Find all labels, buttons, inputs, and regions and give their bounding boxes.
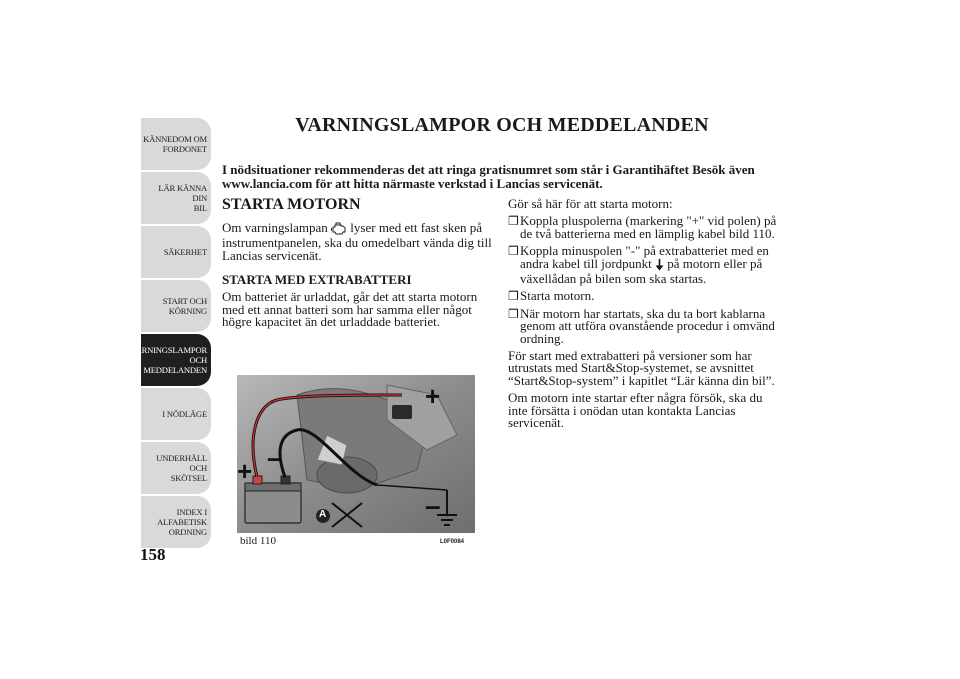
tab-index-i-alfabetisk-ordning[interactable]: INDEX I ALFABETISK ORDNING [141,496,211,548]
step-text: Starta motorn. [520,288,595,304]
tab-lar-kanna-din-bil[interactable]: LÄR KÄNNA DIN BIL [141,172,211,224]
no-start-paragraph: Om motorn inte startar efter några försök, ska du inte försätta i onödan utan kontakta Lancias servicenät. [508,390,763,431]
steps-intro: Gör så här för att starta motorn: [508,196,673,211]
warning-lamp-text-end: lyser med ett fast sken på instrumentpanelen, ska du omedelbart vända dig till Lancias servicenät. [222,220,492,263]
figure-caption: bild 110 [240,535,276,547]
step-text: När motorn har startats, ska du ta bort kablarna genom att utföra ovanstående procedur i omvänd ordning. [520,305,775,346]
tab-start-och-korning[interactable]: START OCH KÖRNING [141,280,211,332]
tab-i-nodlage[interactable]: I NÖDLÄGE [141,388,211,440]
step-text-continued: på motorn eller på växellådan på bilen som ska startas. [520,255,763,287]
steps-list [508,215,780,345]
bullet-box-icon: ❒ [508,244,519,259]
svg-text:–: – [267,442,283,473]
right-column [508,198,780,430]
figure-code: L0F0084 [440,539,465,545]
list-item [508,245,780,285]
bullet-box-icon: ❒ [508,306,519,321]
bullet-box-icon: ❒ [508,214,519,229]
tab-kannedom-om-fordonet[interactable]: KÄNNEDOM OM FORDONET [141,118,211,170]
list-item [508,215,780,240]
tab-sakerhet[interactable]: SÄKERHET [141,226,211,278]
subheading-starta-med-extrabatteri: STARTA MED EXTRABATTERI [222,272,412,288]
tab-varningslampor-och-meddelanden[interactable]: VARNINGSLAMPOR OCH MEDDELANDEN [141,334,211,386]
extrabatteri-paragraph: Om batteriet är urladdat, går det att starta motorn med ett annat batteri som har samma eller något högre kapacitet än det urladdade batteriet. [222,289,478,330]
page-title: VARNINGSLAMPOR OCH MEDDELANDEN [295,114,709,136]
warning-lamp-paragraph [222,222,492,262]
jump-start-illustration [237,375,475,533]
page-number: 158 [140,545,166,564]
figure-label-a: A [319,509,327,520]
step-text: Koppla pluspolerna (markering "+" vid polen) på de två batterierna med en lämplig kabel bild 110. [520,213,777,241]
intro-paragraph: I nödsituationer rekommenderas det att ringa gratisnumret som står i Garantihäftet Besök även www.lancia.com för att hitta närmaste verkstad i Lancias servicenät. [222,162,755,191]
svg-text:–: – [425,490,441,521]
list-item [508,305,780,346]
section-heading-starta-motorn: STARTA MOTORN [222,196,361,213]
svg-text:+: + [237,456,253,486]
left-column [222,196,492,328]
step-text: Koppla minuspolen "-" på extrabatteriet med en andra kabel till jordpunkt [520,243,769,271]
start-stop-paragraph: För start med extrabatteri på versioner som har utrustats med Start&Stop-systemet, se avsnittet “Start&Stop-system” i kapitlet “Lär känna din bil”. [508,348,775,388]
list-item [508,290,780,302]
tab-underhall-och-skotsel[interactable]: UNDERHÅLL OCH SKÖTSEL [141,442,211,494]
svg-text:+: + [425,381,441,411]
bullet-box-icon: ❒ [508,289,519,304]
warning-lamp-text-start: Om varningslampan [222,220,328,235]
figure-jump-start-illustration [237,375,475,533]
